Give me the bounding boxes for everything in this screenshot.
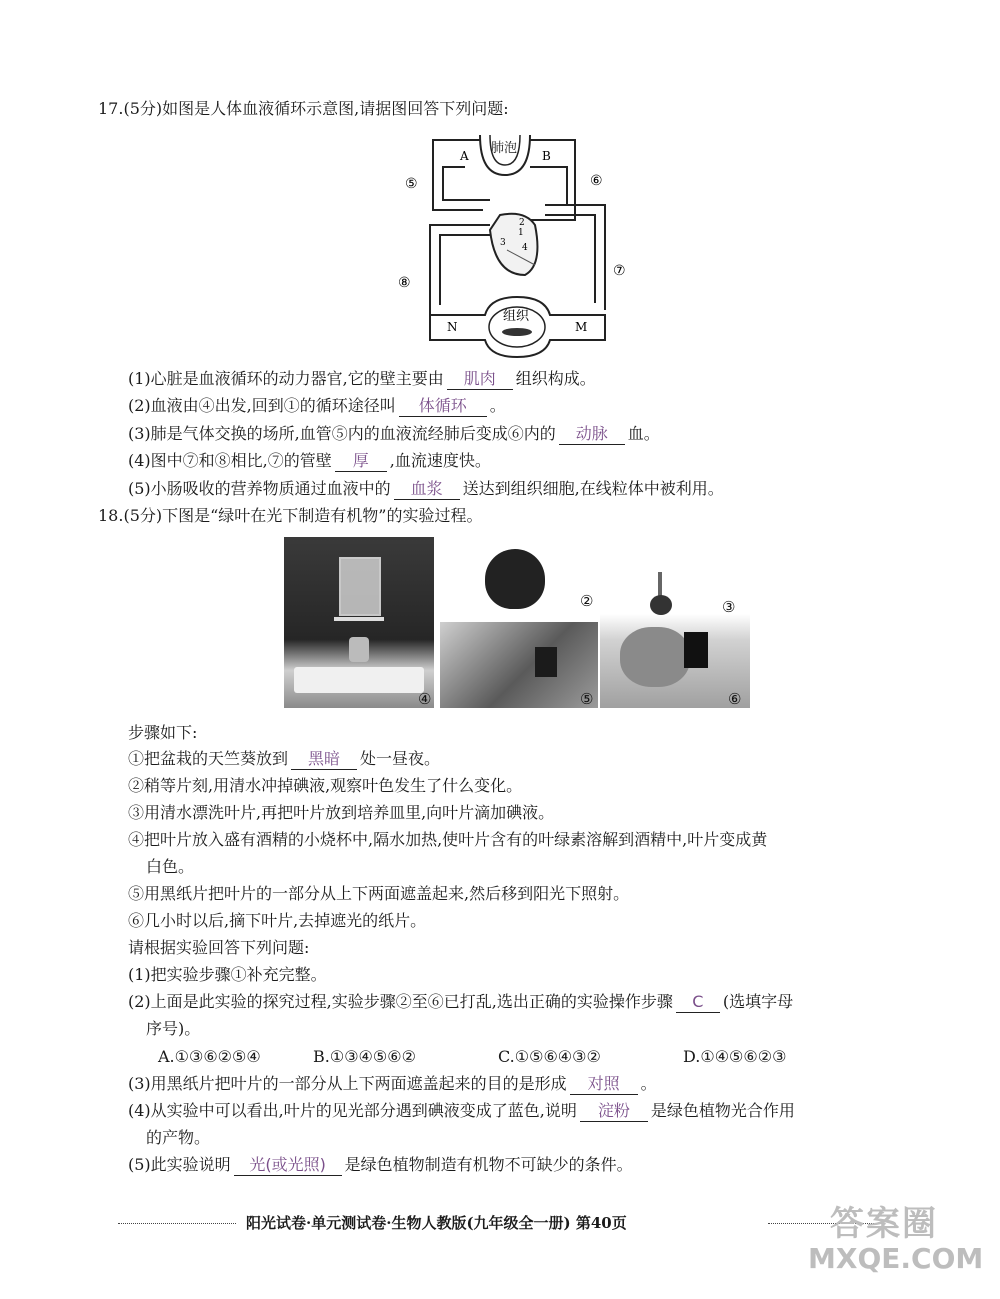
step-2: ②稍等片刻,用清水冲掉碘液,观察叶色发生了什么变化。 <box>128 776 523 795</box>
q18-answer-3: (3)用黑纸片把叶片的一部分从上下两面遮盖起来的目的是形成 对照 。 <box>128 1074 657 1093</box>
answer-blank: C <box>676 992 720 1013</box>
answer-blank: 血浆 <box>394 479 460 500</box>
q18-answer-2-cont: 序号)。 <box>146 1019 201 1038</box>
heart-2: 2 <box>519 218 525 228</box>
q18-answer-5: (5)此实验说明 光(或光照) 是绿色植物制造有机物不可缺少的条件。 <box>128 1155 633 1174</box>
watermark-url: MXQE.COM <box>808 1242 984 1275</box>
q17-item-1: (1)心脏是血液循环的动力器官,它的壁主要由 肌肉 组织构成。 <box>128 369 596 388</box>
heart-3: 3 <box>500 238 506 248</box>
label-5: ⑤ <box>405 176 418 192</box>
step-5: ⑤用黑纸片把叶片的一部分从上下两面遮盖起来,然后移到阳光下照射。 <box>128 884 630 903</box>
answer-blank: 动脉 <box>559 424 625 445</box>
answer-blank: 肌肉 <box>447 369 513 390</box>
label-a: A <box>460 149 469 163</box>
photo-plants <box>440 622 598 708</box>
heart-4: 4 <box>522 243 528 253</box>
option-d: D.①④⑤⑥②③ <box>683 1047 787 1066</box>
q18-ask: 请根据实验回答下列问题: <box>128 938 310 957</box>
q17-item-5: (5)小肠吸收的营养物质通过血液中的 血浆 送达到组织细胞,在线粒体中被利用。 <box>128 479 724 498</box>
q18-answer-4: (4)从实验中可以看出,叶片的见光部分遇到碘液变成了蓝色,说明 淀粉 是绿色植物光合作用 <box>128 1101 795 1120</box>
q17-item-4: (4)图中⑦和⑧相比,⑦的管壁 厚 ,血流速度快。 <box>128 451 491 470</box>
footer-divider-left <box>118 1223 236 1224</box>
photo-label-2: ② <box>580 592 594 610</box>
photo-label-3: ③ <box>722 598 736 616</box>
q17-item-3: (3)肺是气体交换的场所,血管⑤内的血液流经肺后变成⑥内的 动脉 血。 <box>128 424 660 443</box>
q18-answer-4-cont: 的产物。 <box>146 1128 211 1147</box>
step-3: ③用清水漂洗叶片,再把叶片放到培养皿里,向叶片滴加碘液。 <box>128 803 555 822</box>
option-c: C.①⑤⑥④③② <box>498 1047 601 1066</box>
q18-answer-2: (2)上面是此实验的探究过程,实验步骤②至⑥已打乱,选出正确的实验操作步骤 C (选填字母 <box>128 992 794 1011</box>
steps-title: 步骤如下: <box>128 723 198 742</box>
q17-item-2: (2)血液由④出发,回到①的循环途径叫 体循环 。 <box>128 396 506 415</box>
label-b: B <box>542 149 551 163</box>
step-6: ⑥几小时以后,摘下叶片,去掉遮光的纸片。 <box>128 911 427 930</box>
photo-label-5: ⑤ <box>580 690 594 708</box>
photo-label-4: ④ <box>418 690 432 708</box>
photo-water-bath <box>284 537 434 708</box>
q18-options <box>158 1046 858 1068</box>
photo-dropper <box>600 537 750 708</box>
answer-blank: 黑暗 <box>291 749 357 770</box>
heart-1: 1 <box>518 228 524 238</box>
step-1: ①把盆栽的天竺葵放到 黑暗 处一昼夜。 <box>128 749 441 768</box>
label-m: M <box>575 320 588 334</box>
label-8: ⑧ <box>398 275 411 291</box>
footer-text: 阳光试卷·单元测试卷·生物人教版(九年级全一册) 第40页 <box>246 1214 627 1232</box>
alveoli-label: 肺泡 <box>491 141 518 156</box>
answer-blank: 对照 <box>570 1074 638 1095</box>
answer-blank: 体循环 <box>399 396 487 417</box>
label-7: ⑦ <box>613 263 626 279</box>
answer-blank: 厚 <box>335 451 387 472</box>
photo-leaf <box>440 537 598 620</box>
answer-blank: 光(或光照) <box>234 1155 342 1176</box>
step-4-cont: 白色。 <box>146 857 195 876</box>
q17-title: 17.(5分)如图是人体血液循环示意图,请据图回答下列问题: <box>98 99 509 118</box>
tissue-label: 组织 <box>503 309 530 324</box>
photo-label-6: ⑥ <box>728 690 742 708</box>
option-b: B.①③④⑤⑥② <box>313 1047 416 1066</box>
label-6: ⑥ <box>590 173 603 189</box>
blood-circulation-diagram <box>395 125 645 375</box>
watermark-logo: 答案圈 <box>830 1204 938 1244</box>
answer-blank: 淀粉 <box>580 1101 648 1122</box>
label-n: N <box>447 320 458 334</box>
q18-answer-1: (1)把实验步骤①补充完整。 <box>128 965 327 984</box>
step-4: ④把叶片放入盛有酒精的小烧杯中,隔水加热,使叶片含有的叶绿素溶解到酒精中,叶片变成黄 <box>128 830 768 849</box>
option-a: A.①③⑥②⑤④ <box>158 1047 261 1066</box>
q18-title: 18.(5分)下图是“绿叶在光下制造有机物”的实验过程。 <box>98 506 483 525</box>
